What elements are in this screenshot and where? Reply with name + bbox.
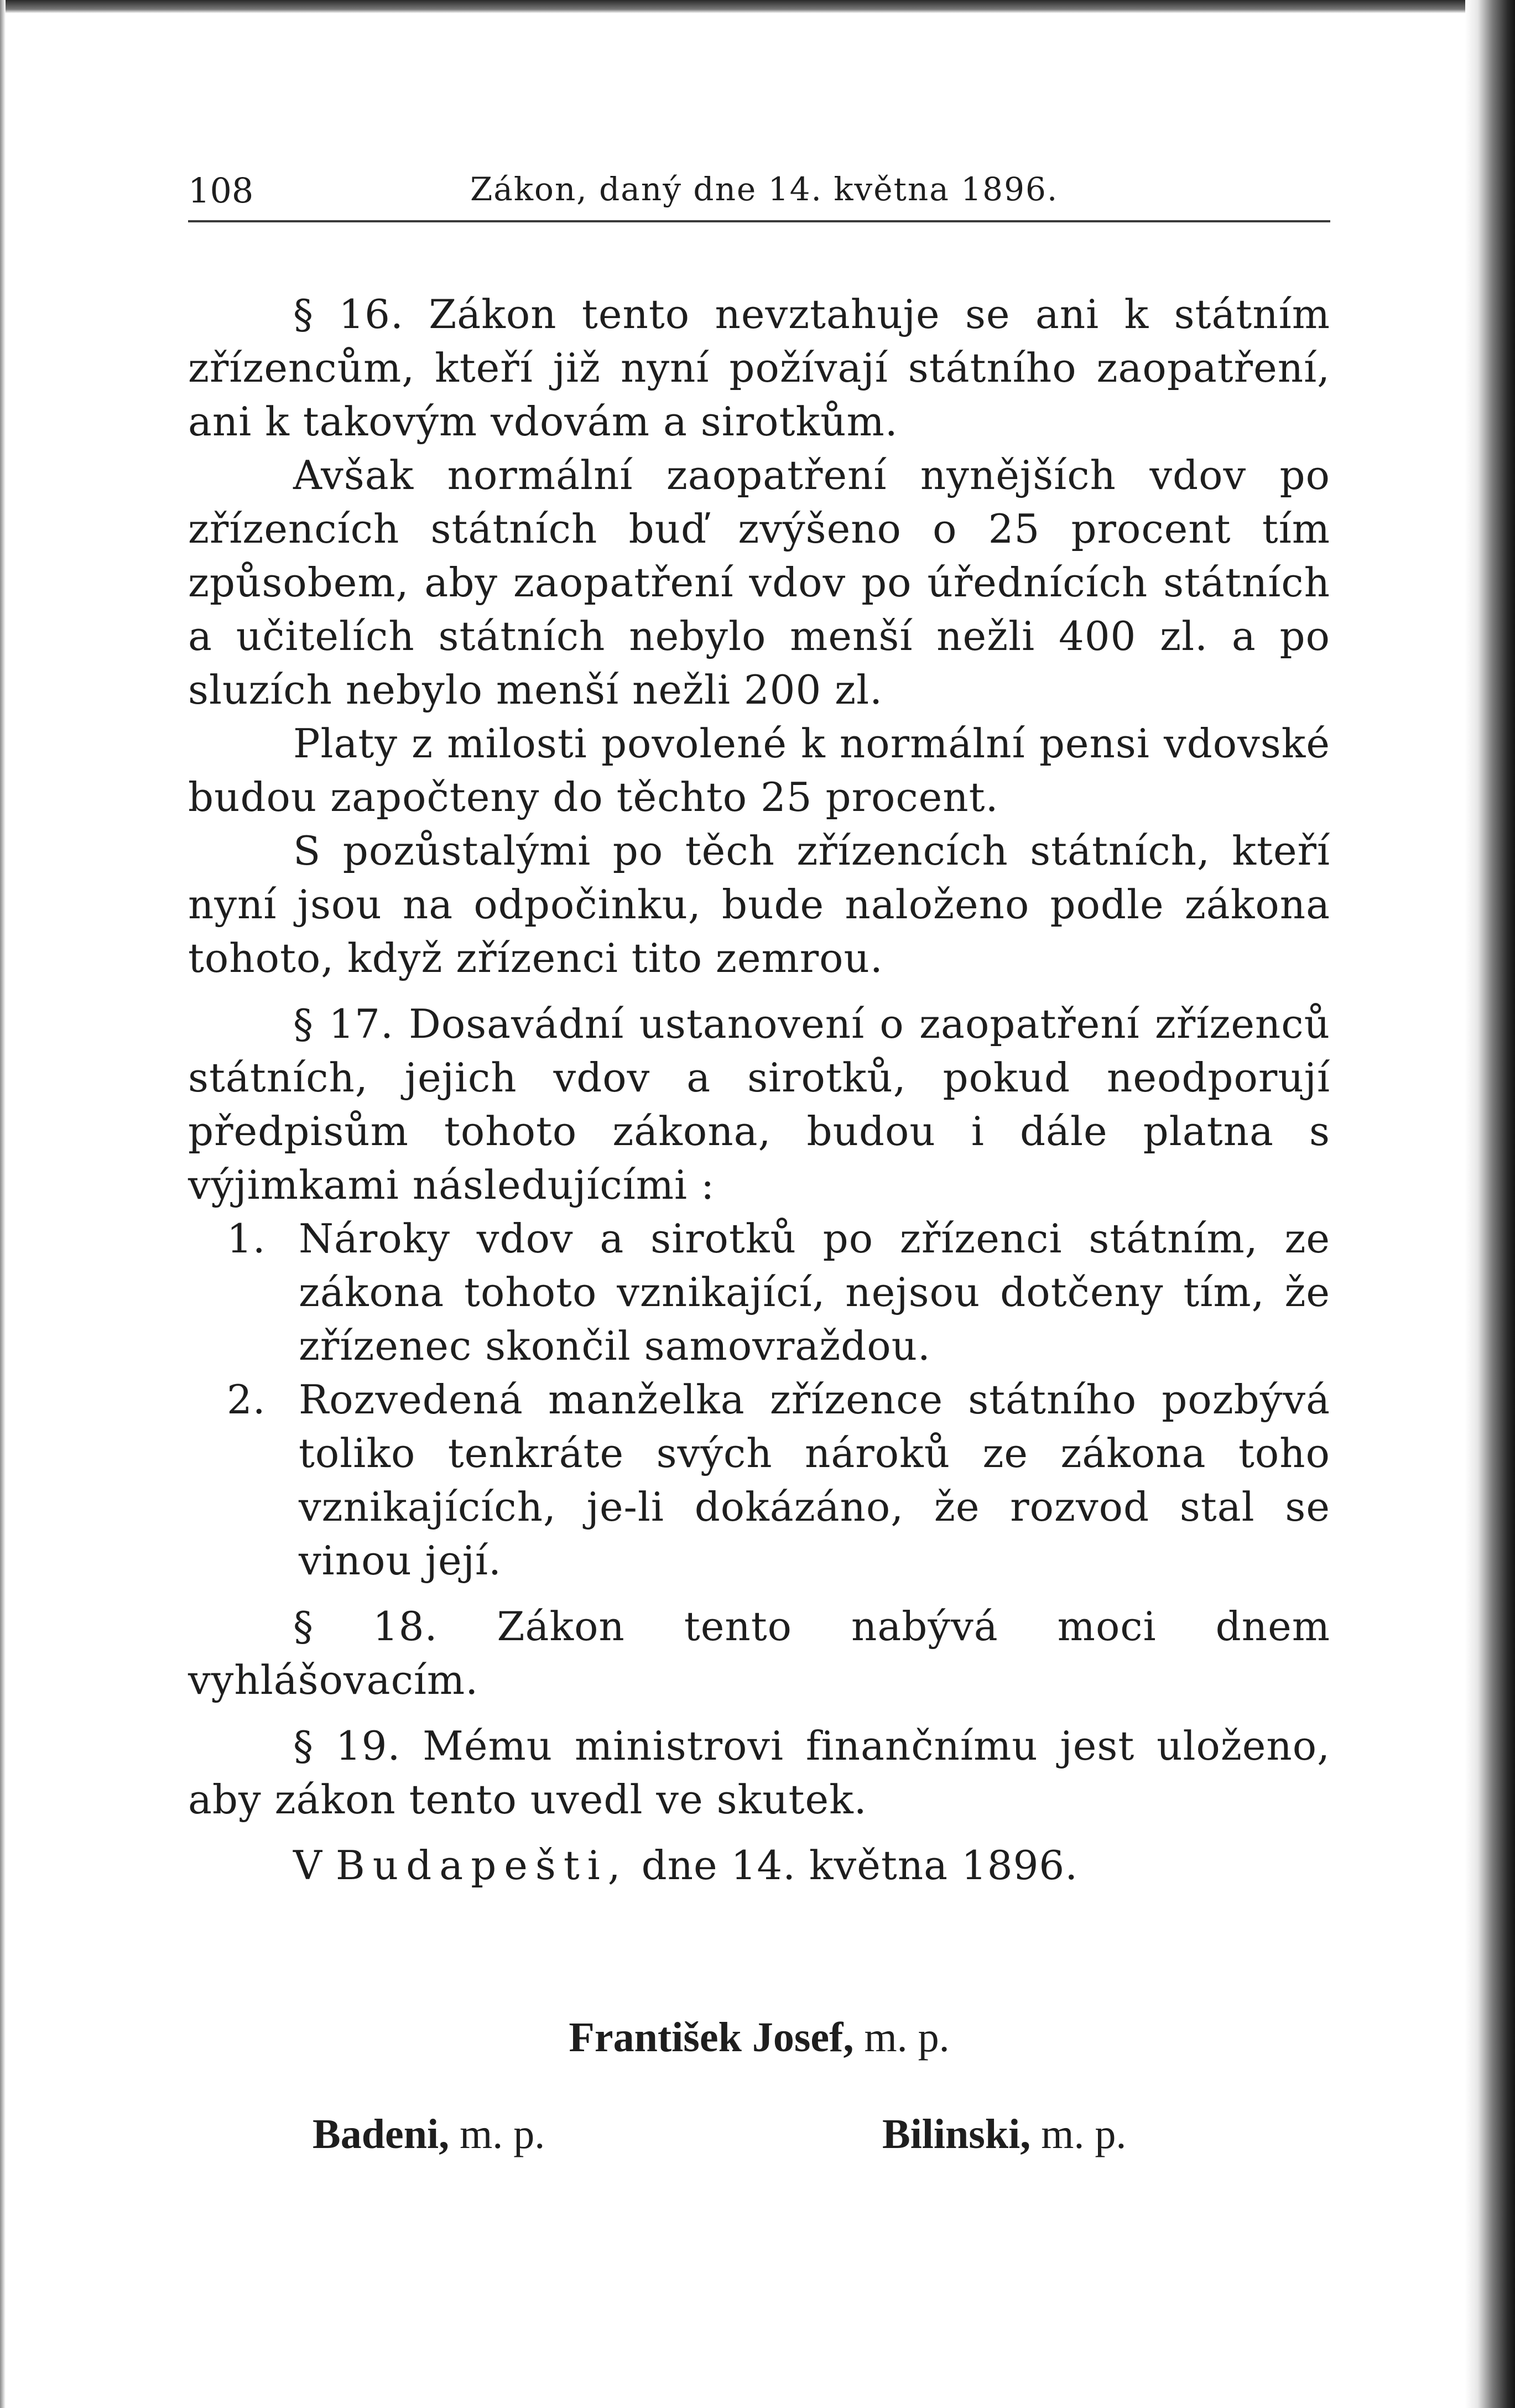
badeni-suffix: m. p. bbox=[460, 2111, 545, 2157]
dateline-date: dne 14. května 1896. bbox=[641, 1842, 1079, 1889]
list-item-text: Rozvedená manželka zřízence státního pozbývá toliko tenkráte svých nároků ze zákona toho vznikajících, je-li dokázáno, že rozvod stal se vinou její. bbox=[299, 1376, 1330, 1584]
list-item bbox=[188, 1212, 1330, 1373]
dateline bbox=[188, 1839, 1330, 1892]
section-16-grace-payments: Platy z milosti povolené k normální pensi vdovské budou započteny do těchto 25 procent. bbox=[188, 720, 1330, 820]
scan-right-edge bbox=[1465, 0, 1515, 2408]
section-16-paragraph: § 16. Zákon tento nevztahuje se ani k státním zřízencům, kteří již nyní požívají státního zaopatření, ani k takovým vdovám a sirotkům. bbox=[188, 291, 1330, 445]
section-18-paragraph: § 18. Zákon tento nabývá moci dnem vyhlášovacím. bbox=[188, 1603, 1330, 1703]
list-item-text: Nároky vdov a sirotků po zřízenci státním, ze zákona tohoto vznikající, nejsou dotčeny tím, že zřízenec skončil samovraždou. bbox=[299, 1215, 1330, 1369]
document-page bbox=[188, 0, 1330, 2408]
minister-signature-bilinski bbox=[882, 2110, 1126, 2159]
page-header bbox=[188, 159, 1330, 222]
emperor-name: František Josef, bbox=[569, 2014, 854, 2061]
minister-signature-badeni bbox=[313, 2110, 545, 2159]
section-16-widow-provision: Avšak normální zaopatření nynějších vdov po zřízencích státních buď zvýšeno o 25 procent tím způsobem, aby zaopatření vdov po úřednících státních a učitelích státních nebylo menší nežli 400 zl. a po sluzích nebylo menší nežli 200 zl. bbox=[188, 452, 1330, 713]
list-item-number: 2. bbox=[227, 1376, 266, 1423]
dateline-prefix: V bbox=[293, 1842, 322, 1889]
section-17-paragraph: § 17. Dosavádní ustanovení o zaopatření zřízenců státních, jejich vdov a sirotků, pokud neodporují předpisům tohoto zákona, budou i dále platna s výjimkami následujícími : bbox=[188, 1001, 1330, 1208]
scan-left-edge bbox=[0, 0, 6, 2408]
section-19-paragraph: § 19. Mému ministrovi finančnímu jest uloženo, aby zákon tento uvedl ve skutek. bbox=[188, 1723, 1330, 1823]
badeni-name: Badeni, bbox=[313, 2111, 450, 2157]
dateline-place: Budapešti, bbox=[335, 1842, 628, 1889]
document-body bbox=[188, 288, 1330, 1892]
list-item-number: 1. bbox=[227, 1215, 266, 1262]
bilinski-suffix: m. p. bbox=[1041, 2111, 1127, 2157]
running-title: Zákon, daný dne 14. května 1896. bbox=[470, 170, 1059, 208]
emperor-suffix: m. p. bbox=[864, 2014, 950, 2061]
bilinski-name: Bilinski, bbox=[882, 2111, 1031, 2157]
list-item bbox=[188, 1373, 1330, 1588]
section-16-retired-survivors: S pozůstalými po těch zřízencích státních, kteří nyní jsou na odpočinku, bude naloženo podle zákona tohoto, když zřízenci tito zemrou. bbox=[188, 828, 1330, 981]
emperor-signature bbox=[188, 2014, 1330, 2062]
page-number: 108 bbox=[188, 170, 254, 211]
